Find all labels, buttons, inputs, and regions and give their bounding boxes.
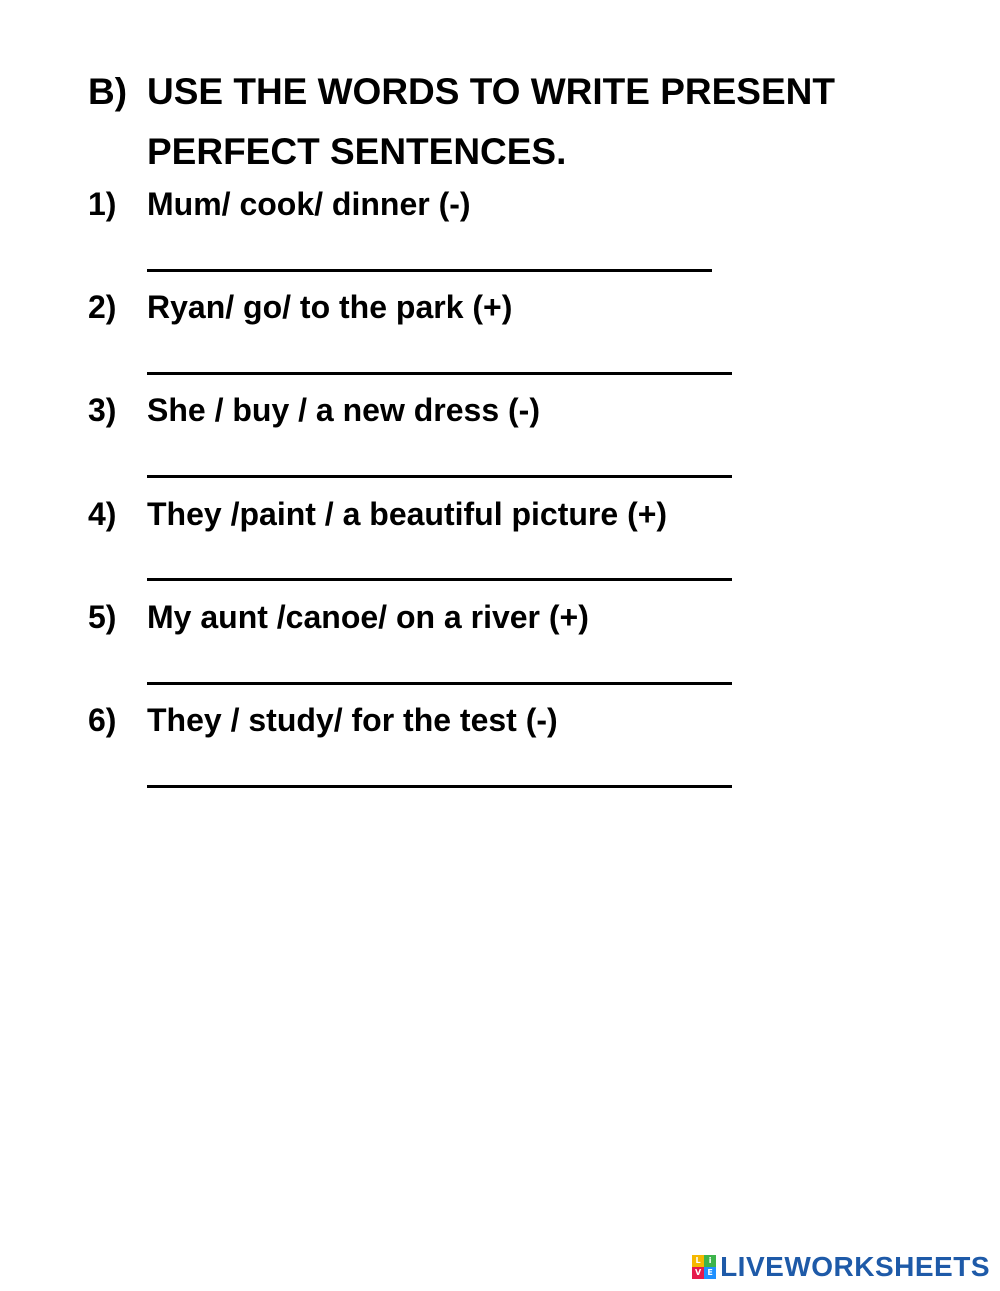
item-number: 6) bbox=[88, 702, 117, 738]
answer-line-5[interactable] bbox=[147, 682, 732, 685]
item-prompt: They /paint / a beautiful picture (+) bbox=[147, 496, 668, 532]
logo-tile: E bbox=[704, 1267, 716, 1279]
answer-line-2[interactable] bbox=[147, 372, 732, 375]
item-prompt: She / buy / a new dress (-) bbox=[147, 392, 540, 428]
liveworksheets-logo bbox=[692, 1251, 990, 1283]
answer-line-6[interactable] bbox=[147, 785, 732, 788]
item-prompt: My aunt /canoe/ on a river (+) bbox=[147, 599, 589, 635]
brand-name: LIVEWORKSHEETS bbox=[720, 1251, 990, 1282]
exercise-item-2 bbox=[88, 287, 512, 327]
answer-line-1[interactable] bbox=[147, 269, 712, 272]
logo-tile: L bbox=[692, 1255, 704, 1267]
exercise-item-5 bbox=[88, 597, 589, 637]
section-instruction: USE THE WORDS TO WRITE PRESENT PERFECT SENTENCES. bbox=[147, 71, 835, 172]
item-prompt: They / study/ for the test (-) bbox=[147, 702, 558, 738]
logo-tile: V bbox=[692, 1267, 704, 1279]
exercise-item-3 bbox=[88, 390, 540, 430]
item-number: 5) bbox=[88, 599, 117, 635]
liveworksheets-logo-icon bbox=[692, 1255, 716, 1279]
exercise-item-4 bbox=[88, 494, 667, 534]
item-number: 1) bbox=[88, 186, 117, 222]
exercise-item-6 bbox=[88, 700, 558, 740]
answer-line-4[interactable] bbox=[147, 578, 732, 581]
item-prompt: Ryan/ go/ to the park (+) bbox=[147, 289, 513, 325]
section-heading bbox=[88, 62, 907, 182]
logo-tile: i bbox=[704, 1255, 716, 1267]
exercise-item-1 bbox=[88, 184, 471, 224]
item-prompt: Mum/ cook/ dinner (-) bbox=[147, 186, 471, 222]
answer-line-3[interactable] bbox=[147, 475, 732, 478]
item-number: 2) bbox=[88, 289, 117, 325]
section-letter: B) bbox=[88, 71, 128, 112]
item-number: 3) bbox=[88, 392, 117, 428]
item-number: 4) bbox=[88, 496, 117, 532]
